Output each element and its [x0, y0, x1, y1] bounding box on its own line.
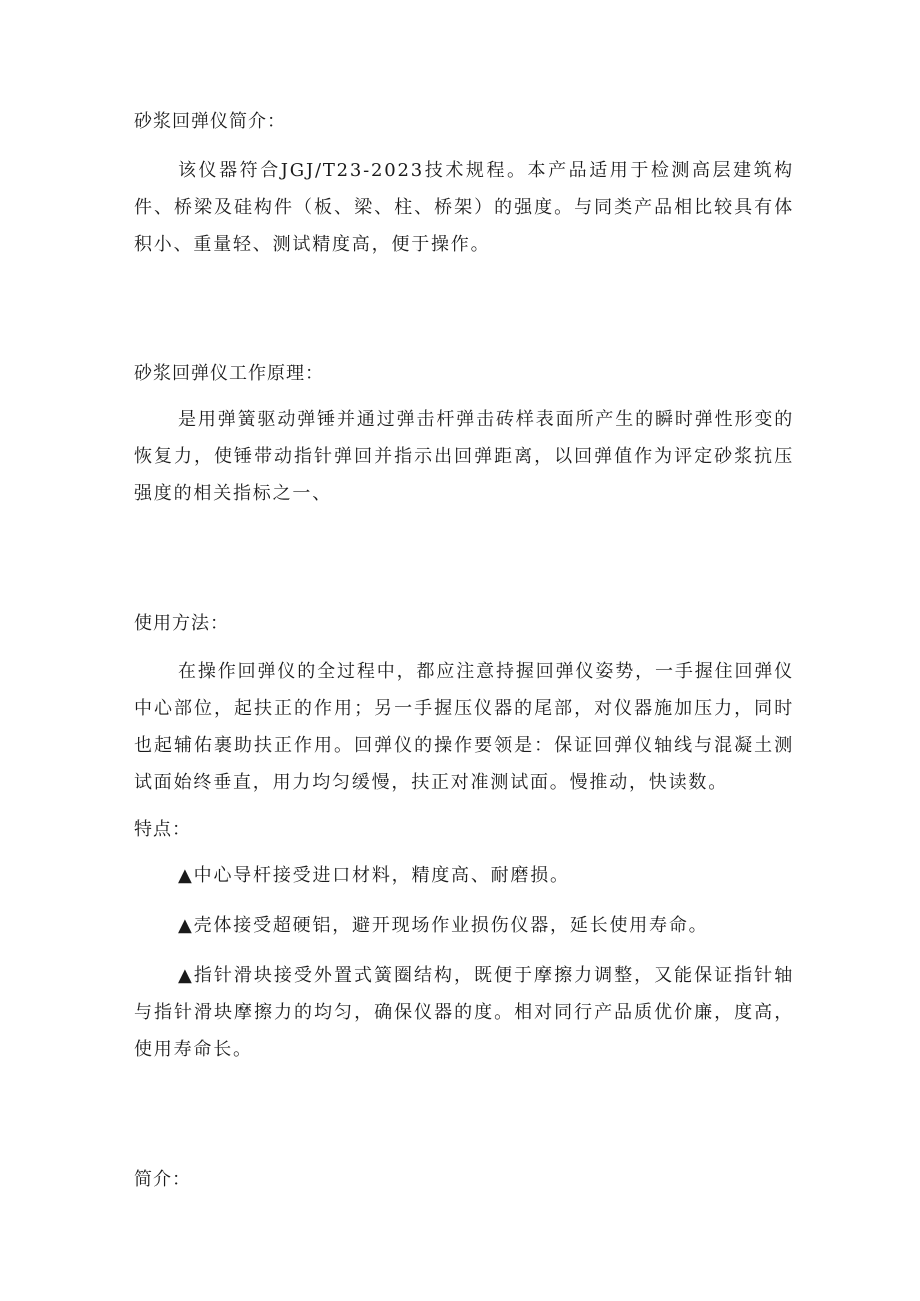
feature-item-3: ▲指针滑块接受外置式簧圈结构，既便于摩擦力调整，又能保证指针轴与指针滑块摩擦力的均匀，确保仪器的度。相对同行产品质优价廉，度高，使用寿命长。 — [134, 965, 794, 1060]
feature-item-2: ▲壳体接受超硬铝，避开现场作业损伤仪器，延长使用寿命。 — [178, 915, 709, 936]
intro-heading: 砂浆回弹仪简介： — [134, 111, 286, 132]
feature-item-1: ▲中心导杆接受进口材料，精度高、耐磨损。 — [178, 865, 570, 886]
principle-heading: 砂浆回弹仪工作原理： — [134, 363, 324, 384]
brief-heading: 简介： — [134, 1169, 191, 1190]
principle-paragraph: 是用弹簧驱动弹锤并通过弹击杆弹击砖样表面所产生的瞬时弹性形变的恢复力，使锤带动指针弹回并指示出回弹距离，以回弹值作为评定砂浆抗压强度的相关指标之一、 — [134, 409, 794, 504]
intro-paragraph: 该仪器符合JGJ/T23-2023技术规程。本产品适用于检测高层建筑构件、桥梁及硅构件（板、梁、柱、桥架）的强度。与同类产品相比较具有体积小、重量轻、测试精度高，便于操作。 — [134, 160, 794, 255]
features-heading: 特点： — [134, 819, 191, 840]
usage-heading: 使用方法： — [134, 613, 229, 634]
usage-paragraph: 在操作回弹仪的全过程中，都应注意持握回弹仪姿势，一手握住回弹仪中心部位，起扶正的作用；另一手握压仪器的尾部，对仪器施加压力，同时也起辅佑裹助扶正作用。回弹仪的操作要领是：保证回弹仪轴线与混凝土测试面始终垂直，用力均匀缓慢，扶正对准测试面。慢推动，快读数。 — [134, 661, 794, 793]
